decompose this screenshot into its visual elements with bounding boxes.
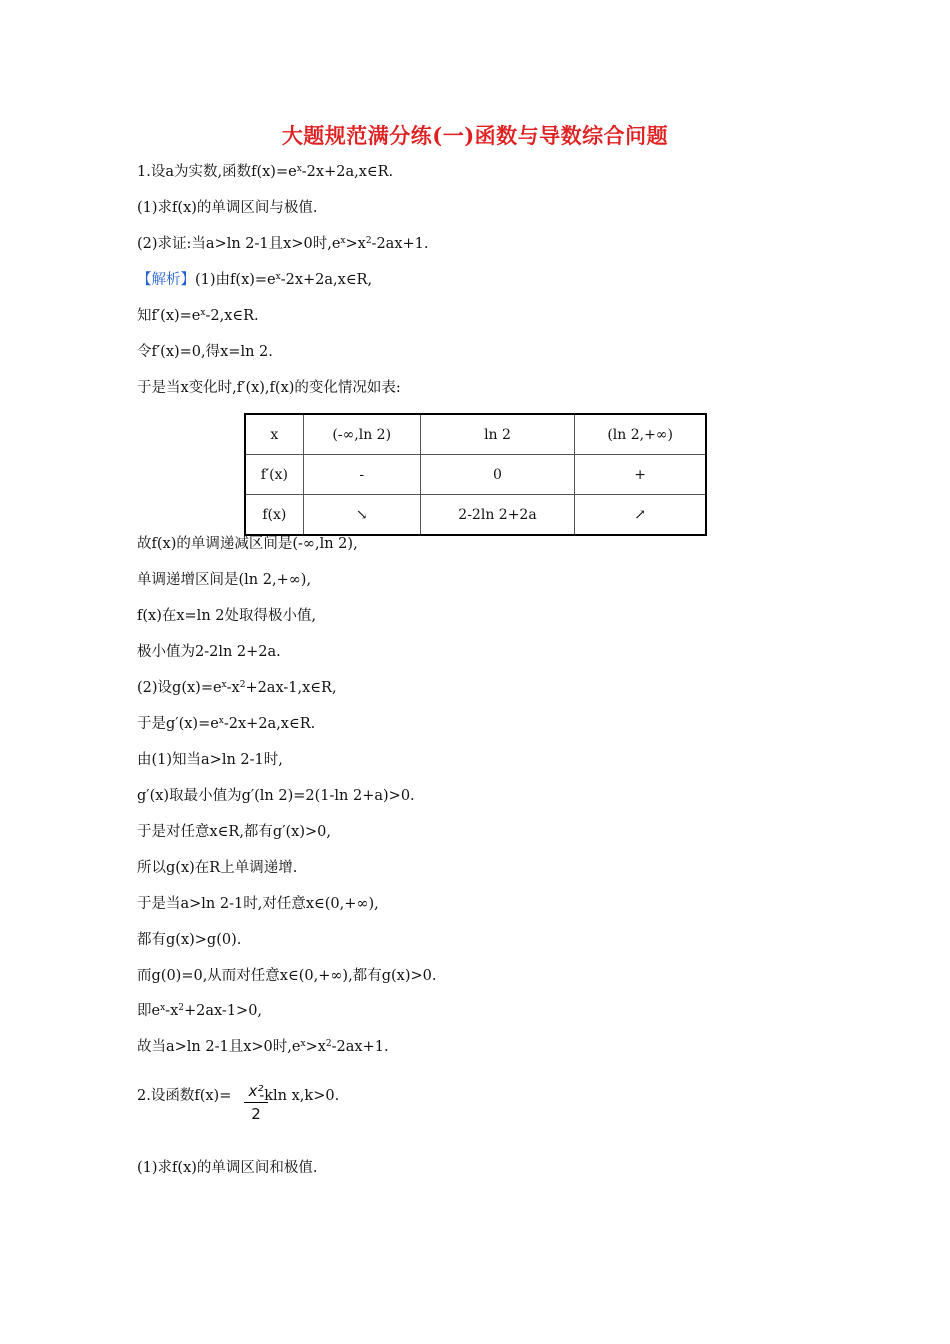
- solution-line: 于是当a>ln 2-1时,对任意x∈(0,+∞),: [137, 896, 379, 912]
- solution-line: 单调递增区间是(ln 2,+∞),: [137, 572, 312, 588]
- solution-line: 于是$g'(x)=e^x-2x+2a,x\in R$.: [137, 716, 316, 732]
- page-title: 大题规范满分练(一)函数与导数综合问题: [281, 123, 669, 148]
- variation-table: [244, 413, 707, 536]
- solution-line: f(x)在x=ln 2处取得极小值,: [137, 608, 317, 624]
- solution-line: 极小值为2-2ln 2+2a.: [137, 644, 281, 660]
- analysis-tag: 【解析】: [137, 272, 195, 288]
- solution-line: 于是当x变化时,f′(x),f(x)的变化情况如表:: [137, 380, 401, 396]
- solution-line: 都有g(x)>g(0).: [137, 932, 242, 948]
- table-cell: ↘: [303, 495, 420, 536]
- problem-2-statement: 2.设函数f(x)= -kln x,k>0.: [137, 1088, 340, 1104]
- table-cell: +: [575, 455, 706, 495]
- table-cell: x: [245, 414, 303, 455]
- solution-line: 【解析】(1)由$f(x)=e^x-2x+2a,x\in R$,: [137, 272, 373, 288]
- solution-line: 而g(0)=0,从而对任意x∈(0,+∞),都有g(x)>0.: [137, 968, 437, 984]
- table-cell: f′(x): [245, 455, 303, 495]
- table-row: [245, 455, 706, 495]
- table-cell: ↗: [575, 495, 706, 536]
- table-cell: ln 2: [420, 414, 575, 455]
- problem-2-part-1: (1)求f(x)的单调区间和极值.: [137, 1160, 318, 1176]
- fraction-numerator: x²: [244, 1082, 268, 1103]
- table-row: [245, 495, 706, 536]
- solution-line: 即$e^x-x^2+2ax-1>0$,: [137, 1003, 263, 1019]
- table-cell: 2-2ln 2+2a: [420, 495, 575, 536]
- solution-line: g′(x)取最小值为g′(ln 2)=2(1-ln 2+a)>0.: [137, 788, 415, 804]
- table-cell: f(x): [245, 495, 303, 536]
- fraction-x-squared-over-2: [244, 1082, 268, 1123]
- table-cell: -: [303, 455, 420, 495]
- solution-line: 故f(x)的单调递减区间是(-∞,ln 2),: [137, 536, 358, 552]
- table-cell: 0: [420, 455, 575, 495]
- solution-line: 由(1)知当a>ln 2-1时,: [137, 752, 283, 768]
- problem-1-part-2: (2)求证:当a>ln 2-1且x>0时$,e^x>x^2-2ax+1$.: [137, 236, 429, 252]
- problem-1-part-1: (1)求f(x)的单调区间与极值.: [137, 200, 318, 216]
- table-cell: (ln 2,+∞): [575, 414, 706, 455]
- solution-line: 故当a>ln 2-1且x>0时$,e^x>x^2-2ax+1$.: [137, 1039, 389, 1055]
- solution-line: (2)设$g(x)=e^x-x^2+2ax-1,x\in R$,: [137, 680, 337, 696]
- table-cell: (-∞,ln 2): [303, 414, 420, 455]
- solution-line: 知$f'(x)=e^x-2,x\in R$.: [137, 308, 259, 324]
- solution-line: 于是对任意x∈R,都有g′(x)>0,: [137, 824, 331, 840]
- solution-line: 令f′(x)=0,得x=ln 2.: [137, 344, 273, 360]
- table-row: [245, 414, 706, 455]
- solution-line: 所以g(x)在R上单调递增.: [137, 860, 298, 876]
- problem-1-statement: 1.设a为实数,函数$f(x)=e^x-2x+2a,x\in R$.: [137, 164, 394, 180]
- fraction-denominator: 2: [251, 1105, 261, 1123]
